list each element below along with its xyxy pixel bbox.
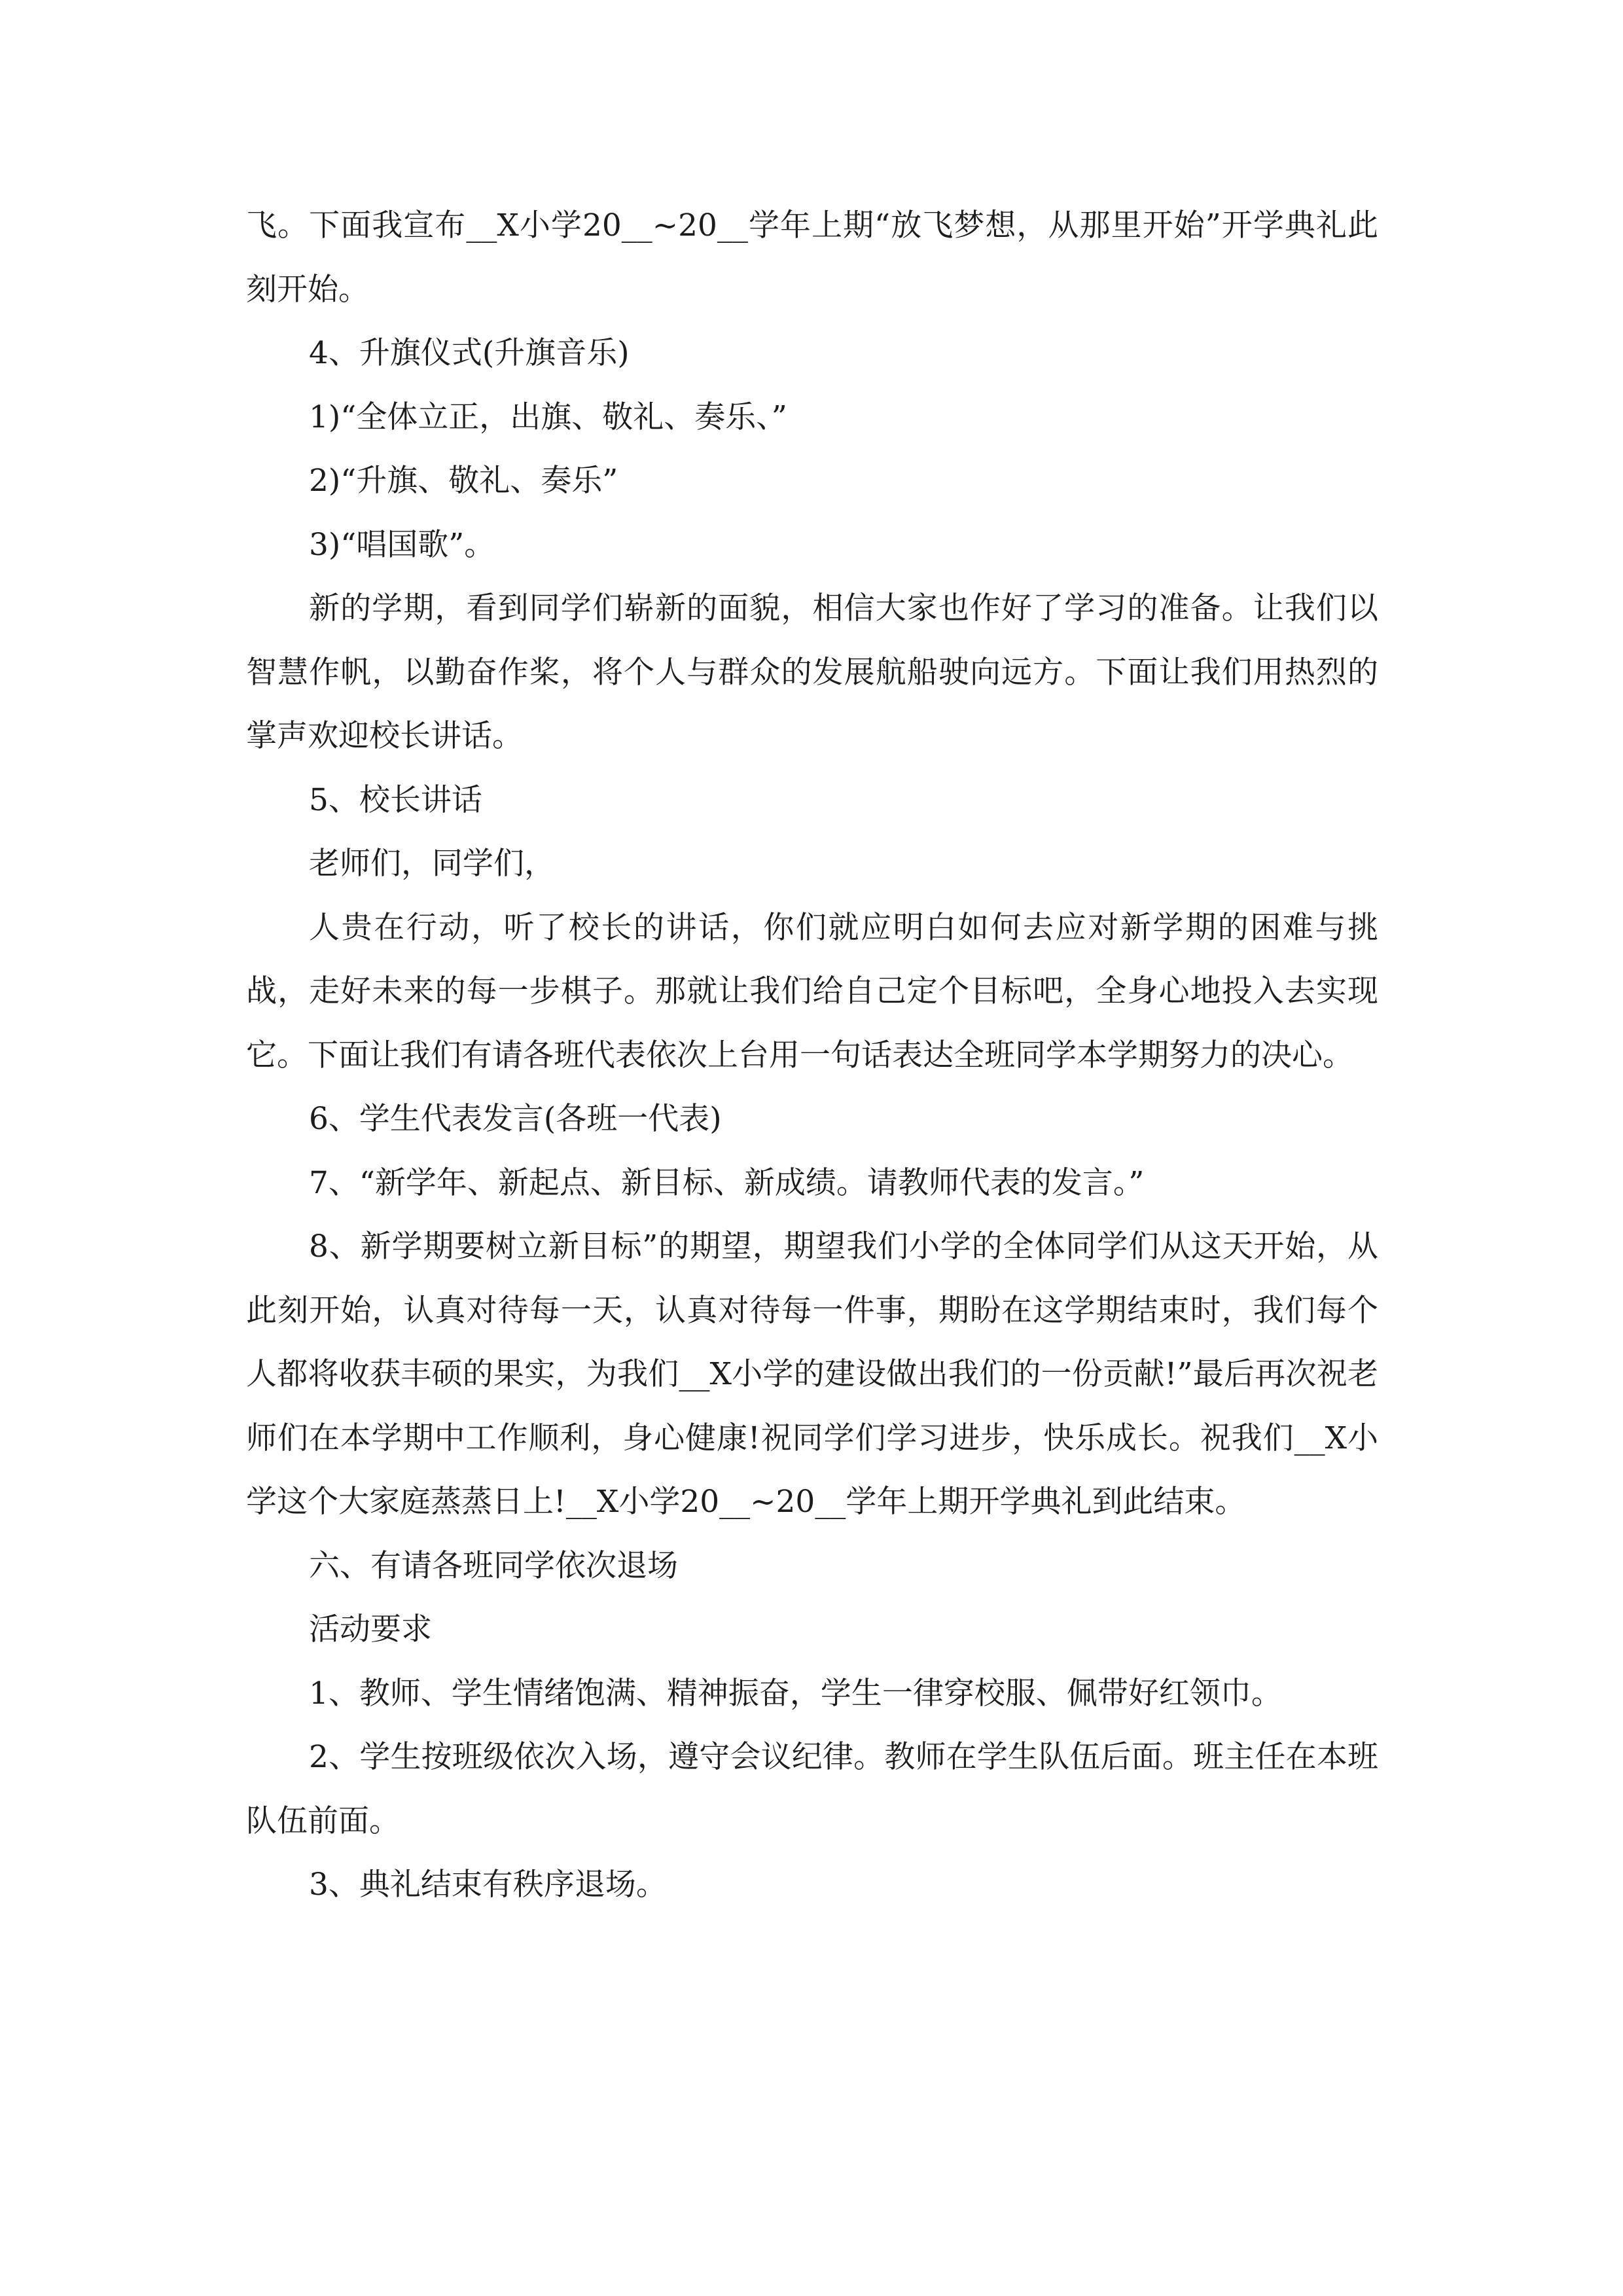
paragraph-flag-step-3: 3)“唱国歌”。 — [309, 526, 495, 563]
paragraph-requirement-2: 2、学生按班级依次入场，遵守会议纪律。教师在学生队伍后面。班主任在本班队伍前面。 — [246, 1739, 1378, 1839]
paragraph-flag-ceremony-heading: 4、升旗仪式(升旗音乐) — [309, 335, 630, 371]
paragraph-principal-speech-heading: 5、校长讲话 — [309, 781, 482, 818]
paragraph-flag-step-2: 2)“升旗、敬礼、奏乐” — [309, 463, 618, 499]
paragraph-action-goals: 人贵在行动，听了校长的讲话，你们就应明白如何去应对新学期的困难与挑战，走好未来的每一步棋子。那就让我们给自己定个目标吧，全身心地投入去实现它。下面让我们有请各班代表依次上台用一句话表达全班同学本学期努力的决心。 — [246, 909, 1378, 1073]
document-body — [246, 194, 1378, 1917]
paragraph-exit-heading: 六、有请各班同学依次退场 — [309, 1547, 678, 1584]
paragraph-new-semester: 新的学期，看到同学们崭新的面貌，相信大家也作好了学习的准备。让我们以智慧作帆，以勤奋作桨，将个人与群众的发展航船驶向远方。下面让我们用热烈的掌声欢迎校长讲话。 — [246, 590, 1378, 754]
paragraph-requirement-1: 1、教师、学生情绪饱满、精神振奋，学生一律穿校服、佩带好红领巾。 — [309, 1675, 1282, 1712]
paragraph-greeting: 老师们，同学们， — [309, 846, 555, 882]
paragraph-flag-step-1: 1)“全体立正，出旗、敬礼、奏乐、” — [309, 399, 787, 435]
paragraph-closing-remarks: 8、新学期要树立新目标”的期望，期望我们小学的全体同学们从这天开始，从此刻开始，认真对待每一天，认真对待每一件事，期盼在这学期结束时，我们每个人都将收获丰硕的果实，为我们__X小学的建设做出我们的一份贡献!”最后再次祝老师们在本学期中工作顺利，身心健康!祝同学们学习进步，快乐成长。祝我们__X小学这个大家庭蒸蒸日上!__X小学20__~20__学年上期开学典礼到此结束。 — [246, 1229, 1378, 1520]
paragraph-requirement-3: 3、典礼结束有秩序退场。 — [309, 1867, 667, 1903]
paragraph-requirements-heading: 活动要求 — [309, 1611, 432, 1647]
paragraph-opening-continuation: 飞。下面我宣布__X小学20__~20__学年上期“放飞梦想，从那里开始”开学典礼此刻开始。 — [246, 207, 1378, 308]
paragraph-teacher-representative: 7、“新学年、新起点、新目标、新成绩。请教师代表的发言。” — [309, 1164, 1145, 1201]
paragraph-student-representatives: 6、学生代表发言(各班一代表) — [309, 1101, 722, 1137]
